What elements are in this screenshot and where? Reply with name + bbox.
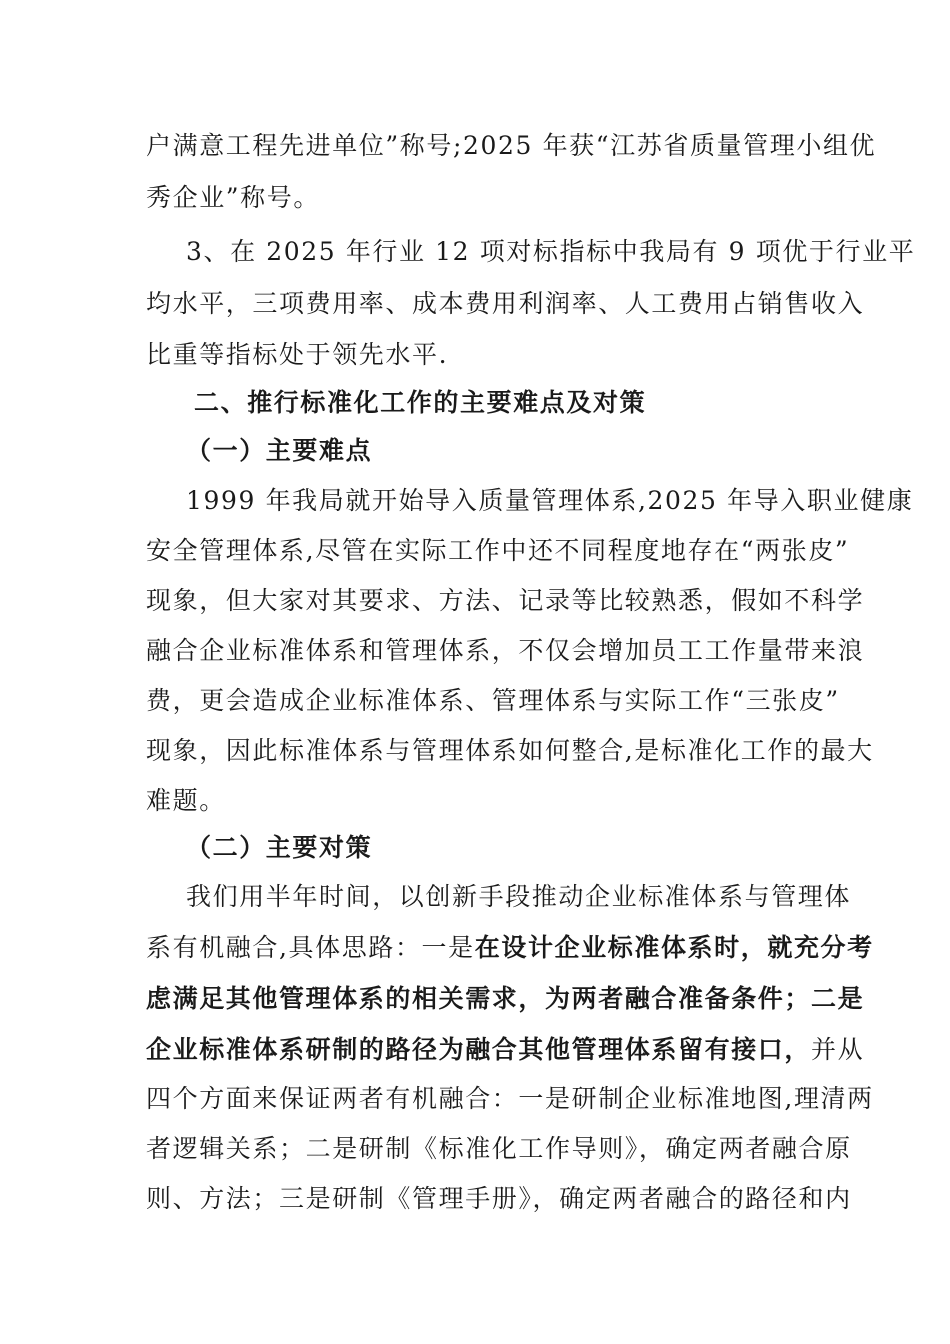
paragraph-line: 虑满足其他管理体系的相关需求，为两者融合准备条件；二是 <box>146 984 865 1013</box>
paragraph-line: 安全管理体系,尽管在实际工作中还不同程度地存在“两张皮” <box>146 536 850 565</box>
paragraph-line: 我们用半年时间，以创新手段推动企业标准体系与管理体 <box>186 882 852 911</box>
subsection-heading: （二）主要对策 <box>186 833 373 862</box>
paragraph-line: 比重等指标处于领先水平. <box>146 340 449 369</box>
line-text: 并从 <box>811 1035 865 1064</box>
paragraph-line: 难题。 <box>146 786 226 815</box>
paragraph-line: 者逻辑关系；二是研制《标准化工作导则》，确定两者融合原 <box>146 1134 852 1163</box>
paragraph-line: 融合企业标准体系和管理体系，不仅会增加员工工作量带来浪 <box>146 636 865 665</box>
paragraph-line: 均水平，三项费用率、成本费用利润率、人工费用占销售收入 <box>146 289 865 318</box>
paragraph-line <box>146 932 874 964</box>
line-text: 系有机融合,具体思路：一是 <box>146 933 475 962</box>
paragraph-line: 3、在 2025 年行业 12 项对标指标中我局有 9 项优于行业平 <box>186 237 916 266</box>
paragraph-line: 四个方面来保证两者有机融合：一是研制企业标准地图,理清两 <box>146 1084 874 1113</box>
paragraph-line: 则、方法；三是研制《管理手册》，确定两者融合的路径和内 <box>146 1184 852 1213</box>
paragraph-line: 费，更会造成企业标准体系、管理体系与实际工作“三张皮” <box>146 686 840 715</box>
paragraph-line <box>146 1034 864 1066</box>
section-heading: 二、推行标准化工作的主要难点及对策 <box>194 388 647 417</box>
paragraph-line: 1999 年我局就开始导入质量管理体系,2025 年导入职业健康 <box>186 486 914 515</box>
paragraph-line: 秀企业”称号。 <box>146 183 320 212</box>
emphasis-text: 企业标准体系研制的路径为融合其他管理体系留有接口， <box>146 1035 812 1064</box>
paragraph-line: 现象，因此标准体系与管理体系如何整合,是标准化工作的最大 <box>146 736 874 765</box>
paragraph-line: 户满意工程先进单位”称号;2025 年获“江苏省质量管理小组优 <box>146 131 877 160</box>
paragraph-line: 现象，但大家对其要求、方法、记录等比较熟悉，假如不科学 <box>146 586 865 615</box>
subsection-heading: （一）主要难点 <box>186 436 373 465</box>
emphasis-text: 在设计企业标准体系时，就充分考 <box>474 933 874 962</box>
